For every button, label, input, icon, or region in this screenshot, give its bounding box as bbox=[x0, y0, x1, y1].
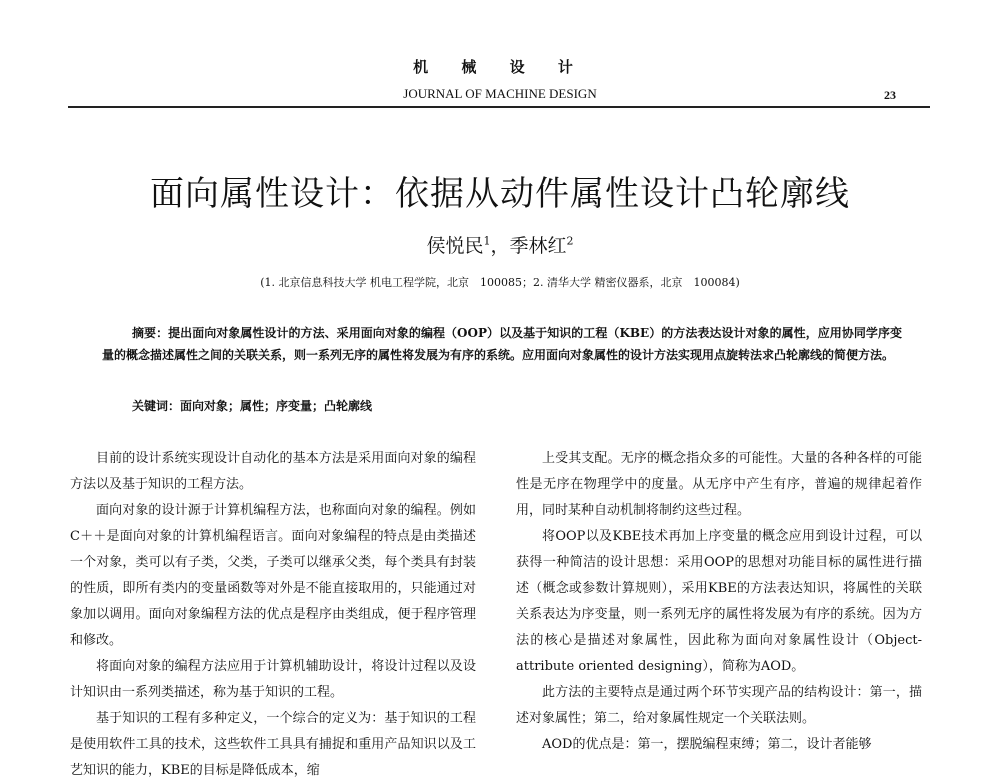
author-name: 季林红 bbox=[509, 235, 567, 257]
abstract-label: 摘要： bbox=[132, 326, 169, 340]
paragraph: 基于知识的工程有多种定义，一个综合的定义为：基于知识的工程是使用软件工具的技术，这些软件工具具有捕捉和重用产品知识以及工艺知识的能力，KBE的目标是降低成本，缩 bbox=[70, 711, 476, 778]
keywords-label: 关键词： bbox=[132, 399, 181, 413]
paragraph: 将面向对象的编程方法应用于计算机辅助设计，将设计过程以及设计知识由一系列类描述，称为基于知识的工程。 bbox=[70, 659, 476, 700]
abstract-text: 提出面向对象属性设计的方法、采用面向对象的编程（OOP）以及基于知识的工程（KBE）的方法表达设计对象的属性，应用协同学序变量的概念描述属性之间的关联关系，则一系列无序的属性将发展为有序的系统。应用面向对象属性的设计方法实现用点旋转法求凸轮廓线的简便方法。 bbox=[102, 326, 902, 362]
journal-name-english: JOURNAL OF MACHINE DESIGN bbox=[403, 86, 597, 101]
keywords bbox=[132, 397, 372, 414]
paragraph: 将OOP以及KBE技术再加上序变量的概念应用到设计过程，可以获得一种简洁的设计思想：采用OOP的思想对功能目标的属性进行描述（概念或参数计算规则），采用KBE的方法表达知识，将属性的关联关系表达为序变量，则一系列无序的属性将发展为有序的系统。因为方法的核心是描述对象属性，因此称为面向对象属性设计（Object-attribute oriented designing），简称为AOD。 bbox=[516, 529, 922, 674]
body-column-right bbox=[516, 446, 922, 758]
paragraph: 此方法的主要特点是通过两个环节实现产品的结构设计：第一，描述对象属性；第二，给对象属性规定一个关联法则。 bbox=[516, 685, 922, 726]
body-column-left bbox=[70, 446, 476, 784]
author-separator: ， bbox=[490, 235, 510, 257]
header-rule bbox=[68, 106, 930, 108]
abstract bbox=[102, 322, 902, 366]
author-affiliation-mark: 1 bbox=[483, 234, 491, 248]
paragraph: 目前的设计系统实现设计自动化的基本方法是采用面向对象的编程方法以及基于知识的工程方法。 bbox=[70, 451, 476, 492]
paragraph: 面向对象的设计源于计算机编程方法，也称面向对象的编程。例如C＋＋是面向对象的计算机编程语言。面向对象编程的特点是由类描述一个对象，类可以有子类，父类，子类可以继承父类，每个类具有封装的性质，即所有类内的变量函数等对外是不能直接取用的，只能通过对象加以调用。面向对象编程方法的优点是程序由类组成，便于程序管理和修改。 bbox=[70, 503, 476, 648]
paragraph: AOD的优点是：第一，摆脱编程束缚；第二，设计者能够 bbox=[542, 737, 872, 752]
article-title: 面向属性设计：依据从动件属性设计凸轮廓线 bbox=[150, 174, 850, 214]
keywords-text: 面向对象；属性；序变量；凸轮廓线 bbox=[180, 399, 373, 413]
paragraph: 上受其支配。无序的概念指众多的可能性。大量的各种各样的可能性是无序在物理学中的度量。从无序中产生有序，普遍的规律起着作用，同时某种自动机制将制约这些过程。 bbox=[516, 451, 922, 518]
page-number: 23 bbox=[884, 88, 896, 102]
journal-name-chinese: 机 械 设 计 bbox=[413, 58, 587, 76]
author-affiliation-mark: 2 bbox=[566, 234, 574, 248]
author-name: 侯悦民 bbox=[426, 235, 484, 257]
affiliation: (1. 北京信息科技大学 机电工程学院，北京 100085；2. 清华大学 精密仪器系，北京 100084) bbox=[260, 276, 740, 289]
author-line bbox=[0, 231, 1000, 258]
